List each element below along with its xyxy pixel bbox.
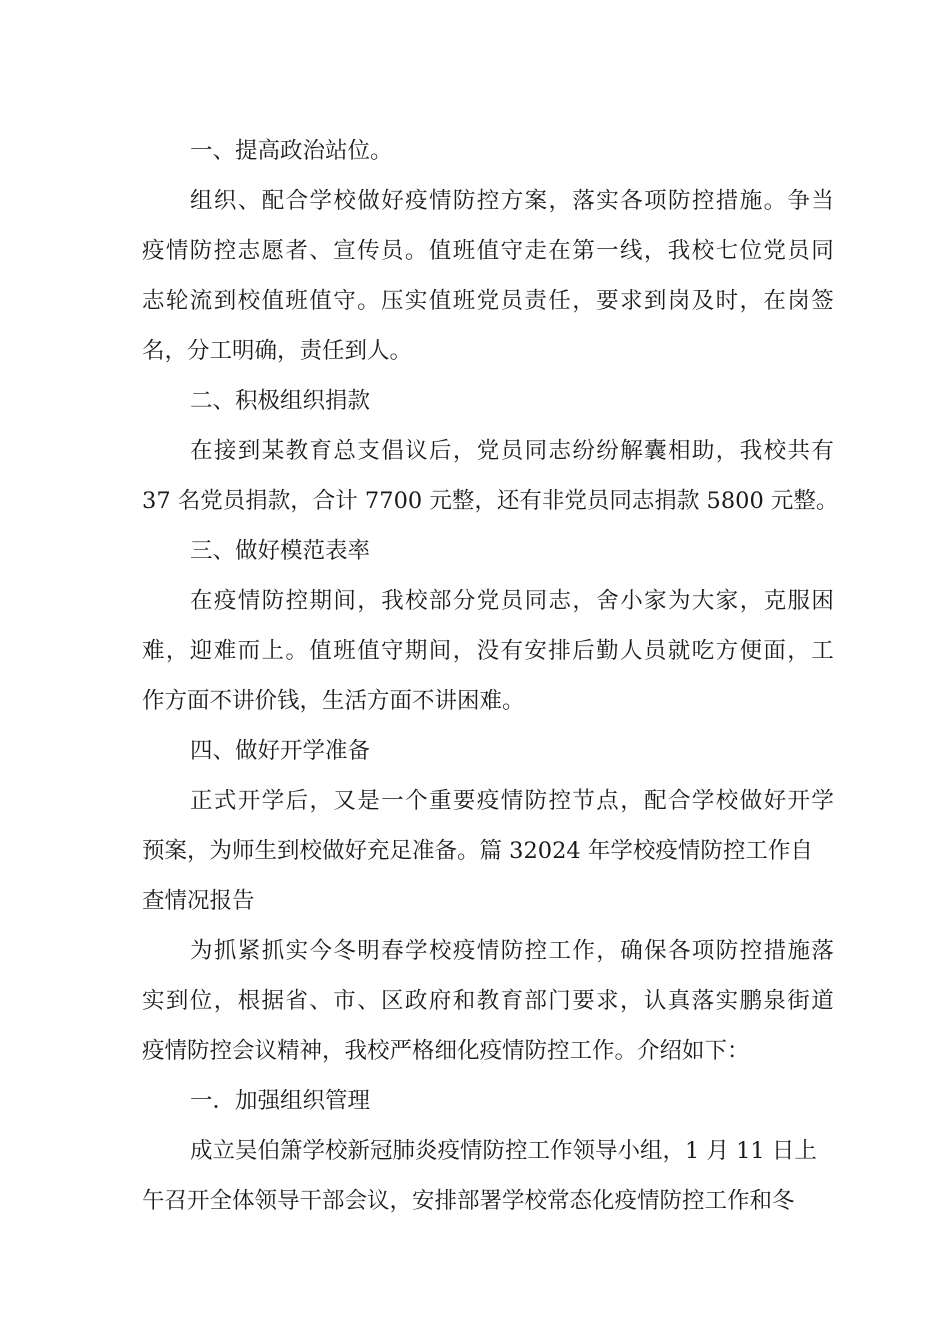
section-heading-1: 一、提高政治站位。	[190, 138, 393, 164]
paragraph-line: 查情况报告	[142, 888, 255, 914]
paragraph-line: 正式开学后，又是一个重要疫情防控节点，配合学校做好开学	[190, 788, 836, 814]
paragraph-line: 志轮流到校值班值守。压实值班党员责任，要求到岗及时，在岗签	[142, 288, 836, 314]
section-heading-3: 三、做好模范表率	[190, 538, 371, 564]
paragraph-line: 疫情防控会议精神，我校严格细化疫情防控工作。介绍如下：	[142, 1038, 750, 1064]
section-heading-5: 一．加强组织管理	[190, 1088, 371, 1114]
section-heading-2: 二、积极组织捐款	[190, 388, 371, 414]
paragraph-line: 成立吴伯箫学校新冠肺炎疫情防控工作领导小组，1 月 11 日上	[190, 1138, 817, 1164]
paragraph-line: 37 名党员捐款，合计 7700 元整，还有非党员同志捐款 5800 元整。	[142, 488, 839, 514]
paragraph-line: 午召开全体领导干部会议，安排部署学校常态化疫情防控工作和冬	[142, 1188, 795, 1214]
paragraph-line: 实到位，根据省、市、区政府和教育部门要求，认真落实鹏泉街道	[142, 988, 836, 1014]
paragraph-line: 预案，为师生到校做好充足准备。篇 32024 年学校疫情防控工作自	[142, 838, 813, 864]
paragraph-line: 疫情防控志愿者、宣传员。值班值守走在第一线，我校七位党员同	[142, 238, 836, 264]
paragraph-line: 组织、配合学校做好疫情防控方案，落实各项防控措施。争当	[190, 188, 836, 214]
paragraph-line: 名，分工明确，责任到人。	[142, 338, 413, 364]
paragraph-line: 在接到某教育总支倡议后，党员同志纷纷解囊相助，我校共有	[190, 438, 836, 464]
paragraph-line: 作方面不讲价钱，生活方面不讲困难。	[142, 688, 525, 714]
paragraph-line: 在疫情防控期间，我校部分党员同志，舍小家为大家，克服困	[190, 588, 836, 614]
paragraph-line: 难，迎难而上。值班值守期间，没有安排后勤人员就吃方便面，工	[142, 638, 836, 664]
paragraph-line: 为抓紧抓实今冬明春学校疫情防控工作，确保各项防控措施落	[190, 938, 836, 964]
section-heading-4: 四、做好开学准备	[190, 738, 371, 764]
